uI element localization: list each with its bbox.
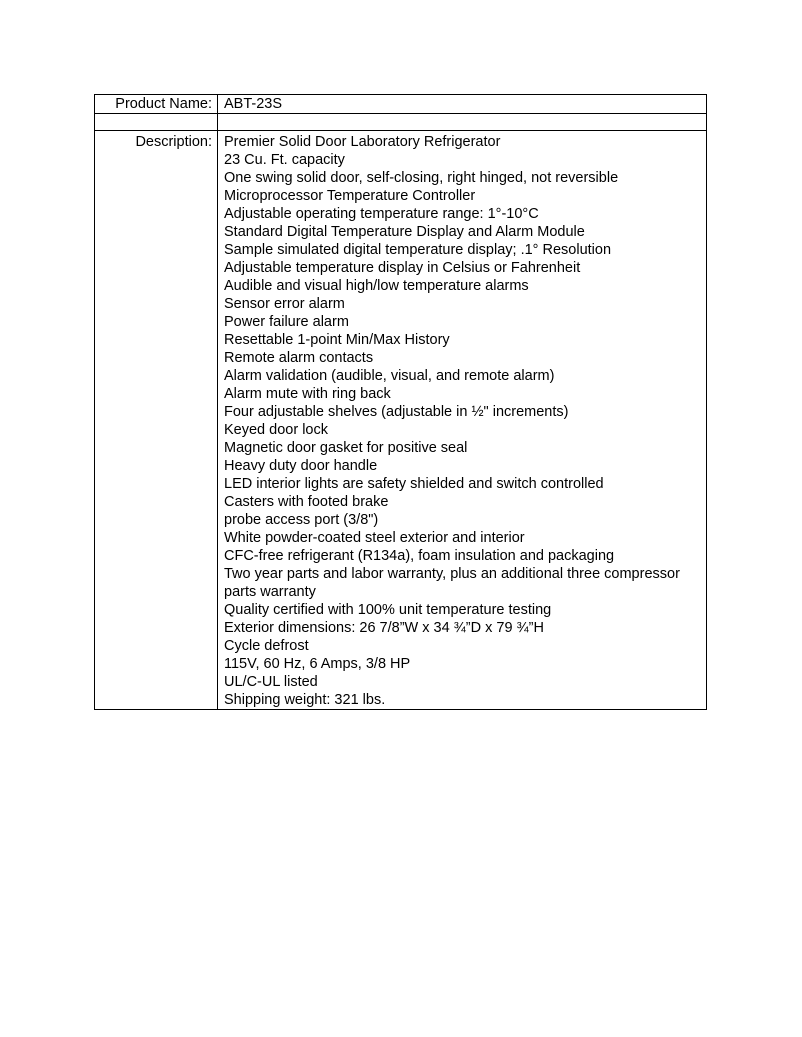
description-line: Heavy duty door handle xyxy=(224,458,378,474)
description-line: CFC-free refrigerant (R134a), foam insulation and packaging xyxy=(224,548,615,564)
description-line: Sensor error alarm xyxy=(224,296,345,312)
description-line: Sample simulated digital temperature display; .1° Resolution xyxy=(224,242,612,258)
description-line: UL/C-UL listed xyxy=(224,674,318,690)
description-line: Power failure alarm xyxy=(224,314,349,330)
description-line: LED interior lights are safety shielded and switch controlled xyxy=(224,476,604,492)
description-line: Alarm validation (audible, visual, and remote alarm) xyxy=(224,368,555,384)
spacer-cell-value xyxy=(218,114,707,131)
description-row xyxy=(95,131,707,710)
description-line: Four adjustable shelves (adjustable in ½" increments) xyxy=(224,404,569,420)
description-cell xyxy=(218,131,707,710)
description-line: Alarm mute with ring back xyxy=(224,386,391,402)
description-line: One swing solid door, self-closing, right hinged, not reversible xyxy=(224,170,619,186)
product-spec-table xyxy=(94,94,707,710)
description-line: Resettable 1-point Min/Max History xyxy=(224,332,450,348)
description-line: White powder-coated steel exterior and interior xyxy=(224,530,525,546)
description-line: Casters with footed brake xyxy=(224,494,389,510)
description-line: Remote alarm contacts xyxy=(224,350,374,366)
description-line: Exterior dimensions: 26 7/8”W x 34 ¾”D x 79 ¾”H xyxy=(224,620,544,636)
description-label: Description: xyxy=(95,131,218,710)
product-name-label: Product Name: xyxy=(95,95,218,114)
spacer-cell-label xyxy=(95,114,218,131)
description-line: Keyed door lock xyxy=(224,422,328,438)
description-line: Premier Solid Door Laboratory Refrigerator xyxy=(224,134,501,150)
spacer-row xyxy=(95,114,707,131)
product-name-value: ABT-23S xyxy=(218,95,707,114)
description-line: Audible and visual high/low temperature alarms xyxy=(224,278,529,294)
description-line: Magnetic door gasket for positive seal xyxy=(224,440,468,456)
description-line: Shipping weight: 321 lbs. xyxy=(224,692,386,708)
description-line: probe access port (3/8") xyxy=(224,512,379,528)
description-line: Quality certified with 100% unit temperature testing xyxy=(224,602,552,618)
description-line: 115V, 60 Hz, 6 Amps, 3/8 HP xyxy=(224,656,411,672)
description-line: Adjustable operating temperature range: 1°-10°C xyxy=(224,206,539,222)
description-line: Cycle defrost xyxy=(224,638,309,654)
description-list xyxy=(224,133,700,709)
description-line: Two year parts and labor warranty, plus an additional three compressor parts warranty xyxy=(224,566,680,600)
description-line: Microprocessor Temperature Controller xyxy=(224,188,476,204)
product-name-row xyxy=(95,95,707,114)
description-line: Standard Digital Temperature Display and Alarm Module xyxy=(224,224,585,240)
description-line: Adjustable temperature display in Celsius or Fahrenheit xyxy=(224,260,581,276)
description-line: 23 Cu. Ft. capacity xyxy=(224,152,345,168)
